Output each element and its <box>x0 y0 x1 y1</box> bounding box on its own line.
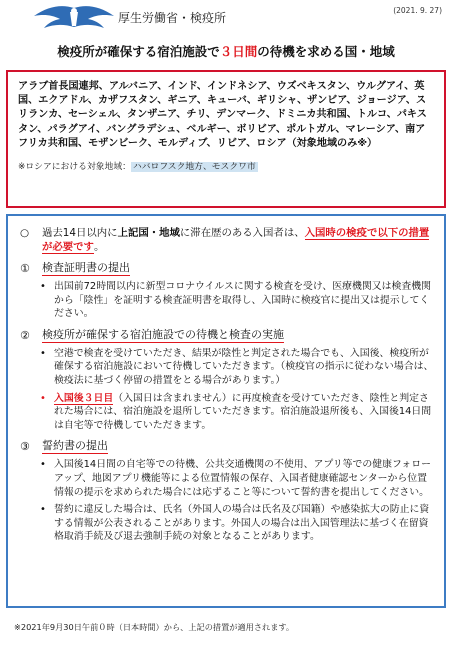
section-heading <box>20 328 434 343</box>
list-item-body: 出国前72時間以内に新型コロナウイルスに関する検査を受け、医療機関又は検査機関から「陰性」を証明する検査証明書を取得し、入国時に検疫官に提出又は提示してください。 <box>54 281 431 320</box>
page-title <box>0 42 452 60</box>
title-before: 検疫所が確保する宿泊施設で <box>57 44 220 59</box>
intro-required: 入国時の検疫で以下の措置が必要です <box>42 227 430 253</box>
list-item <box>40 458 434 499</box>
intro-text-1: 過去14日以内に <box>42 227 118 239</box>
list-item <box>40 503 434 544</box>
footer-note: ※2021年9月30日午前０時（日本時間）から、上記の措置が適用されます。 <box>14 622 295 632</box>
list-item-body: （入国日は含まれません）に再度検査を受けていただき、陰性と判定された場合には、宿泊施設を退所していただきます。宿泊施設退所後も、入国後14日間は自宅等で待機していただきます。 <box>54 392 432 431</box>
bullet-icon: • <box>40 392 46 404</box>
section-number: ② <box>20 328 30 342</box>
list-item-text <box>54 280 434 321</box>
ministry-name: 厚生労働省・検疫所 <box>118 11 227 25</box>
country-list: アラブ首長国連邦、アルバニア、インド、インドネシア、ウズベキスタン、ウルグアイ、英国、エクアドル、カザフスタン、ギニア、キューバ、ギリシャ、ザンビア、ジョージア、スリランカ、セーシェル、タンザニア、チリ、デンマーク、ドミニカ共和国、トルコ、パキスタン、パラグアイ、バングラデシュ、ベルギー、ボリビア、ポルトガル、マレーシア、南アフリカ共和国、モザンビーク、モルディブ、リビア、ロシア（対象地域のみ※） <box>18 81 427 149</box>
intro-text-3: 。 <box>93 241 105 253</box>
russia-regions: ハバロフスク地方、モスクワ市 <box>132 162 256 173</box>
list-item-text <box>54 347 434 388</box>
list-item-text <box>54 503 434 544</box>
list-item-text <box>54 458 434 499</box>
intro-text <box>42 226 434 254</box>
list-item-body: 空港で検査を受けていただき、結果が陰性と判定された場合でも、入国後、検疫所が確保する宿泊施設において待機していただきます。（検疫官の指示に従わない場合は、検疫法に基づく停留の措置をとる場合があります。） <box>54 347 434 386</box>
section-heading <box>20 439 434 454</box>
document-date: (2021. 9. 27) <box>393 6 442 15</box>
list-item-body: 入国後14日間の自宅等での待機、公共交通機関の不使用、アプリ等での健康フォローアップ、地図アプリ機能等による位置情報の保存、入国者健康確認センターから位置情報の提示を求められた場合には応ずること等について誓約書を提出してください。 <box>54 459 432 498</box>
title-highlight: ３日間 <box>219 44 258 59</box>
intro-bold: 上記国・地域 <box>117 227 180 239</box>
list-item <box>40 392 434 433</box>
list-item-text <box>54 392 434 433</box>
intro-statement <box>20 226 434 254</box>
title-after: の待機を求める国・地域 <box>257 44 395 59</box>
section-title: 検査証明書の提出 <box>42 261 130 274</box>
list-item <box>40 280 434 321</box>
day-three-highlight: 入国後３日目 <box>54 392 114 404</box>
header <box>0 0 452 34</box>
bullet-icon: • <box>40 281 46 292</box>
section-title: 検疫所が確保する宿泊施設での待機と検査の実施 <box>42 327 284 341</box>
russia-note <box>18 159 434 172</box>
list-item <box>40 347 434 388</box>
section-number: ① <box>20 262 30 275</box>
russia-note-label: ※ロシアにおける対象地域： <box>18 162 131 173</box>
measures-box <box>6 214 446 608</box>
bullet-icon: • <box>40 347 46 359</box>
section-title: 誓約書の提出 <box>42 439 108 453</box>
ministry-logo-icon <box>30 2 118 32</box>
circle-bullet: ○ <box>20 227 30 239</box>
bullet-icon: • <box>40 459 46 471</box>
section-heading <box>20 261 434 276</box>
intro-text-2: に滞在歴のある入国者は、 <box>179 227 305 239</box>
section-number: ③ <box>20 440 30 454</box>
bullet-icon: • <box>40 504 46 516</box>
measure-sections <box>20 261 434 544</box>
country-list-box <box>6 70 446 208</box>
list-item-body: 誓約に違反した場合は、氏名（外国人の場合は氏名及び国籍）や感染拡大の防止に資する情報が公表されることがあります。外国人の場合は出入国管理法に基づく在留資格取消手続及び退去強制手続の対象となることがあります。 <box>54 504 430 543</box>
